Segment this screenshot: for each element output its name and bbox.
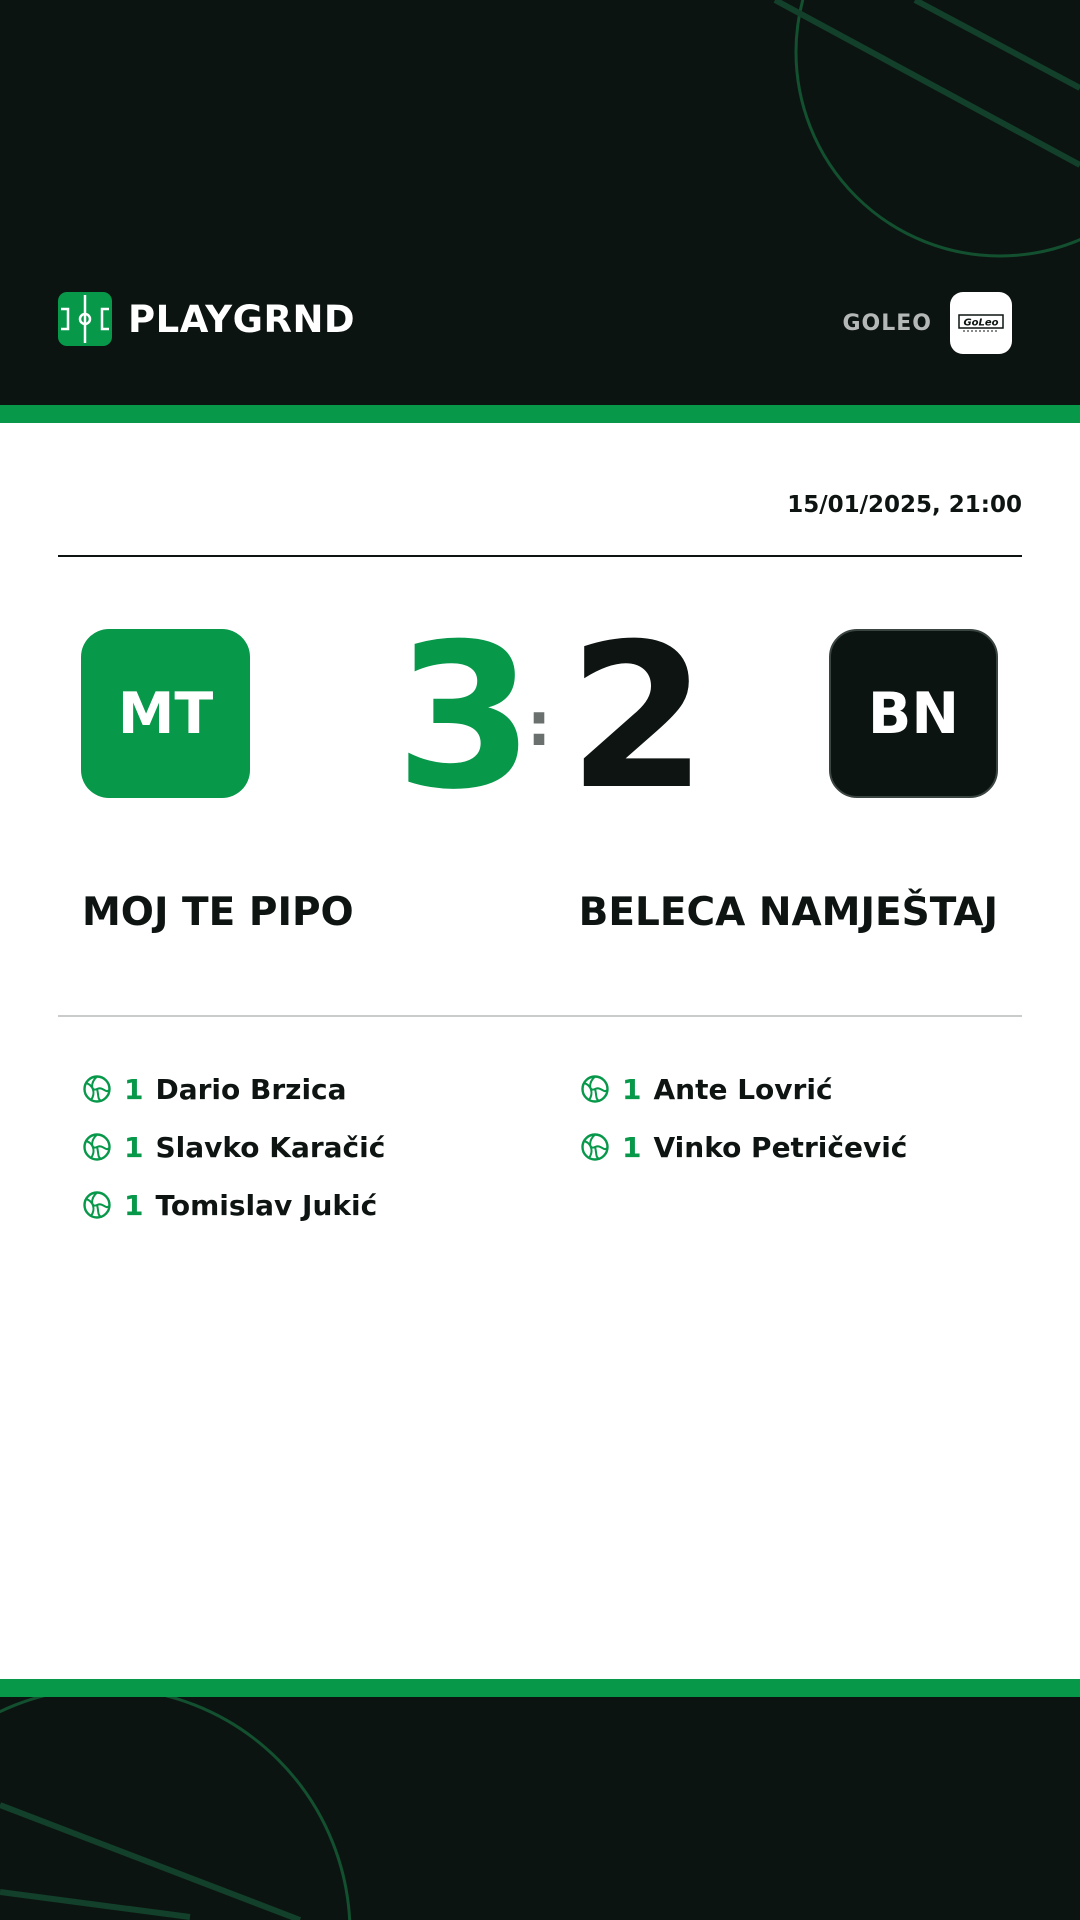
match-datetime: 15/01/2025, 21:00 bbox=[787, 492, 1022, 518]
brand bbox=[58, 292, 355, 346]
home-score: 3 bbox=[395, 601, 535, 834]
footer bbox=[0, 1697, 1080, 1920]
partner bbox=[842, 292, 1012, 354]
ball-icon bbox=[82, 1132, 112, 1162]
pitch-icon bbox=[58, 292, 112, 346]
away-scorers-list bbox=[580, 1060, 907, 1176]
divider bbox=[58, 555, 1022, 557]
away-team-badge: BN bbox=[829, 629, 998, 798]
partner-logo bbox=[950, 292, 1012, 354]
away-team-name: BELECA NAMJEŠTAJ bbox=[578, 890, 998, 935]
score-separator: : bbox=[527, 690, 551, 760]
scorer-item bbox=[580, 1060, 907, 1118]
scorer-item bbox=[82, 1176, 385, 1234]
header bbox=[0, 0, 1080, 405]
away-score: 2 bbox=[568, 601, 708, 834]
home-scorers-list bbox=[82, 1060, 385, 1234]
scorer-item bbox=[82, 1060, 385, 1118]
ball-icon bbox=[82, 1074, 112, 1104]
scorer-item bbox=[580, 1118, 907, 1176]
ball-icon bbox=[580, 1074, 610, 1104]
partner-logo-text: GoLeo bbox=[963, 317, 999, 329]
partner-label: GOLEO bbox=[842, 310, 932, 336]
brand-name: PLAYGRND bbox=[128, 297, 356, 341]
scorer-name: Slavko Karačić bbox=[155, 1130, 386, 1164]
goal-count: 1 bbox=[124, 1130, 144, 1164]
goal-count: 1 bbox=[622, 1072, 642, 1106]
scorer-name: Tomislav Jukić bbox=[155, 1188, 378, 1222]
footer-accent-bar bbox=[0, 1679, 1080, 1697]
scorer-item bbox=[82, 1118, 385, 1176]
pitch-lines-decoration bbox=[0, 1697, 1080, 1920]
divider bbox=[58, 1015, 1022, 1017]
scorer-name: Dario Brzica bbox=[155, 1072, 347, 1106]
goal-count: 1 bbox=[124, 1072, 144, 1106]
ball-icon bbox=[82, 1190, 112, 1220]
scorer-name: Vinko Petričević bbox=[653, 1130, 908, 1164]
home-team-name: MOJ TE PIPO bbox=[82, 890, 354, 935]
header-accent-bar bbox=[0, 405, 1080, 423]
goal-count: 1 bbox=[622, 1130, 642, 1164]
ball-icon bbox=[580, 1132, 610, 1162]
goal-count: 1 bbox=[124, 1188, 144, 1222]
home-team-badge: MT bbox=[81, 629, 250, 798]
scorer-name: Ante Lovrić bbox=[653, 1072, 833, 1106]
